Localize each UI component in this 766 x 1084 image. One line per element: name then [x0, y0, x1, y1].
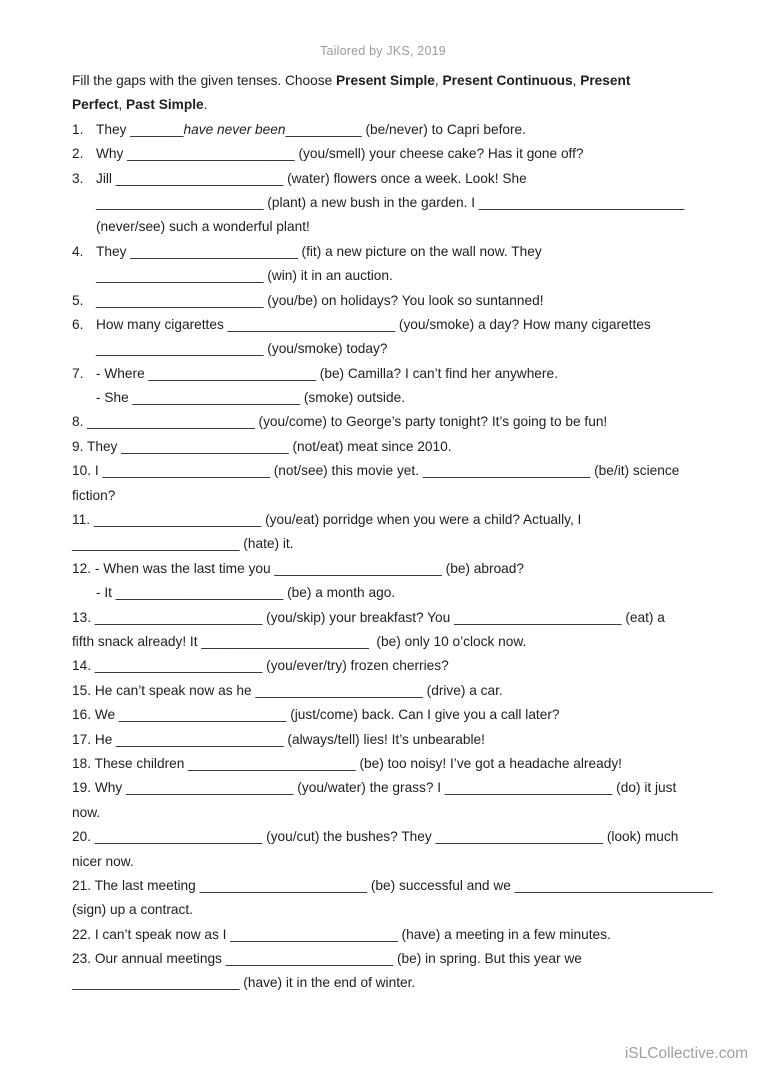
- instructions-paragraph: [72, 69, 732, 118]
- text-run: (look) much: [603, 829, 679, 845]
- worksheet-line: [72, 581, 732, 605]
- text-run: 10. I: [72, 463, 103, 479]
- worksheet-line: [72, 386, 732, 410]
- worksheet-line: [72, 313, 732, 337]
- answer-blank: ______________________: [126, 780, 294, 796]
- text-run: (not/see) this movie yet.: [269, 463, 423, 479]
- answer-blank: ______________________: [93, 512, 262, 528]
- worksheet-line: [72, 118, 732, 142]
- text-run: (you/cut) the bushes? They: [262, 829, 436, 845]
- answer-blank: ______________________: [454, 609, 622, 625]
- exercise-item-6: [72, 313, 732, 362]
- answer-blank: ______________________: [130, 243, 298, 259]
- answer-blank: ______________________: [435, 829, 604, 845]
- text-run: (you/come) to George’s party tonight? It’s going to be fun!: [254, 414, 608, 430]
- text-run: (sign) up a contract.: [72, 902, 193, 918]
- text-run: (never/see) such a wonderful plant!: [96, 219, 310, 235]
- exercise-item-9: [72, 435, 732, 459]
- worksheet-line: [72, 410, 732, 434]
- exercise-item-20: [72, 825, 732, 874]
- exercise-list: [72, 118, 732, 996]
- answer-blank: ______________________: [148, 365, 316, 381]
- text-run: They: [96, 243, 131, 259]
- exercise-item-2: [72, 142, 732, 166]
- worksheet-body: [72, 69, 732, 996]
- text-run: Jill: [96, 170, 116, 186]
- text-run: (be) a month ago.: [283, 585, 396, 601]
- text-run: (you/eat) porridge when you were a child? Actually, I: [261, 512, 582, 528]
- text-run: They: [96, 121, 131, 137]
- text-run: (have) it in the end of winter.: [239, 975, 416, 991]
- text-run: now.: [72, 804, 101, 820]
- exercise-item-12: [72, 557, 732, 606]
- text-run: - Where: [96, 365, 149, 381]
- text-run: 14.: [72, 658, 95, 674]
- worksheet-line: [72, 142, 732, 166]
- answer-blank: ______________________: [255, 682, 423, 698]
- text-run: (be) abroad?: [441, 560, 525, 576]
- filled-answer: have never been: [183, 121, 286, 137]
- exercise-item-11: [72, 508, 732, 557]
- answer-blank: ______________________: [118, 707, 287, 723]
- text-run: 20.: [72, 829, 95, 845]
- worksheet-line: [72, 801, 732, 825]
- exercise-item-23: [72, 947, 732, 996]
- text-run: (be) successful and we: [367, 877, 515, 893]
- text-run: 22. I can’t speak now as I: [72, 926, 231, 942]
- answer-blank: ______________________: [72, 975, 240, 991]
- text-run: (you/ever/try) frozen cherries?: [262, 658, 449, 674]
- worksheet-line: [72, 557, 732, 581]
- worksheet-line: [72, 923, 732, 947]
- text-run: 11.: [72, 512, 94, 528]
- bold-text: Present Simple: [336, 73, 435, 88]
- text-run: 15. He can’t speak now as he: [72, 682, 256, 698]
- bold-text: Perfect: [72, 97, 119, 113]
- text-run: Why: [96, 146, 128, 162]
- worksheet-line: [72, 69, 732, 93]
- answer-blank: ______________________: [94, 609, 263, 625]
- worksheet-line: [72, 679, 732, 703]
- item-number: 7.: [72, 365, 84, 381]
- worksheet-line: [72, 971, 732, 995]
- text-run: ,: [434, 73, 443, 88]
- text-run: (you/water) the grass? I: [293, 780, 445, 796]
- text-run: 17. He: [72, 731, 117, 747]
- text-run: .: [203, 97, 208, 113]
- worksheet-line: [72, 874, 732, 898]
- text-run: (be) only 10 o’clock now.: [368, 633, 527, 649]
- exercise-item-15: [72, 679, 732, 703]
- answer-blank: ______________________: [274, 560, 442, 576]
- text-run: (have) a meeting in a few minutes.: [397, 926, 611, 942]
- answer-blank: ___________________________: [478, 194, 685, 210]
- text-run: nicer now.: [72, 853, 134, 869]
- text-run: (win) it in an auction.: [263, 268, 393, 284]
- text-run: (water) flowers once a week. Look! She: [283, 170, 527, 186]
- exercise-item-21: [72, 874, 732, 923]
- text-run: 13.: [72, 609, 95, 625]
- worksheet-line: [72, 898, 732, 922]
- exercise-item-17: [72, 728, 732, 752]
- worksheet-line: [72, 435, 732, 459]
- worksheet-line: [72, 728, 732, 752]
- text-run: (be/never) to Capri before.: [361, 121, 526, 137]
- text-run: (you/smoke) today?: [263, 341, 388, 357]
- answer-blank: ______________________: [444, 780, 613, 796]
- text-run: (just/come) back. Can I give you a call later?: [286, 707, 560, 723]
- text-run: (be) in spring. But this year we: [393, 951, 582, 967]
- worksheet-line: [72, 947, 732, 971]
- worksheet-line: [72, 264, 732, 288]
- exercise-item-14: [72, 654, 732, 678]
- exercise-item-19: [72, 776, 732, 825]
- text-run: ,: [118, 97, 127, 113]
- bold-text: Past Simple: [126, 97, 204, 113]
- answer-blank: _______: [130, 121, 184, 137]
- worksheet-line: [72, 850, 732, 874]
- answer-blank: __________________________: [514, 877, 713, 893]
- worksheet-line: [72, 459, 732, 483]
- answer-blank: ______________________: [201, 633, 369, 649]
- text-run: (smoke) outside.: [300, 390, 405, 406]
- answer-blank: ______________________: [230, 926, 398, 942]
- answer-blank: ______________________: [96, 341, 264, 357]
- worksheet-line: [72, 606, 732, 630]
- text-run: (fit) a new picture on the wall now. They: [297, 243, 542, 259]
- text-run: ,: [572, 73, 581, 88]
- text-run: 19. Why: [72, 780, 127, 796]
- worksheet-credit: Tailored by JKS, 2019: [320, 44, 446, 58]
- worksheet-line: [72, 337, 732, 361]
- answer-blank: ______________________: [116, 731, 284, 747]
- exercise-item-18: [72, 752, 732, 776]
- text-run: (do) it just: [612, 780, 677, 796]
- text-run: (always/tell) lies! It’s unbearable!: [283, 731, 485, 747]
- exercise-item-4: [72, 240, 732, 289]
- exercise-item-5: [72, 289, 732, 313]
- text-run: (be/it) science: [590, 463, 680, 479]
- exercise-item-16: [72, 703, 732, 727]
- text-run: (be) Camilla? I can’t find her anywhere.: [315, 365, 558, 381]
- text-run: (drive) a car.: [422, 682, 503, 698]
- text-run: 16. We: [72, 707, 119, 723]
- item-number: 5.: [72, 292, 84, 308]
- answer-blank: ______________________: [96, 268, 264, 284]
- text-run: - She: [96, 390, 133, 406]
- text-run: - It: [96, 585, 116, 601]
- answer-blank: ______________________: [96, 292, 264, 308]
- text-run: (hate) it.: [239, 536, 294, 552]
- exercise-item-3: [72, 167, 732, 240]
- answer-blank: ______________________: [188, 755, 356, 771]
- worksheet-line: [72, 654, 732, 678]
- worksheet-line: [72, 240, 732, 264]
- worksheet-line: [72, 484, 732, 508]
- answer-blank: ______________________: [225, 951, 394, 967]
- text-run: (be) too noisy! I’ve got a headache already!: [355, 755, 622, 771]
- worksheet-line: [72, 776, 732, 800]
- text-run: (not/eat) meat since 2010.: [288, 438, 452, 454]
- answer-blank: ______________________: [227, 316, 396, 332]
- answer-blank: ______________________: [422, 463, 591, 479]
- worksheet-line: [72, 703, 732, 727]
- worksheet-line: [72, 752, 732, 776]
- answer-blank: ______________________: [121, 438, 289, 454]
- answer-blank: ______________________: [94, 829, 263, 845]
- answer-blank: ______________________: [127, 146, 295, 162]
- worksheet-line: [72, 532, 732, 556]
- worksheet-line: [72, 215, 732, 239]
- text-run: (eat) a: [621, 609, 665, 625]
- item-number: 6.: [72, 316, 84, 332]
- answer-blank: ______________________: [199, 877, 368, 893]
- bold-text: Present Continuous: [442, 73, 573, 88]
- text-run: (you/be) on holidays? You look so suntanned!: [263, 292, 544, 308]
- answer-blank: ______________________: [132, 390, 301, 406]
- item-number: 4.: [72, 243, 84, 259]
- worksheet-line: [72, 630, 732, 654]
- answer-blank: ______________________: [96, 194, 264, 210]
- text-run: 18. These children: [72, 755, 189, 771]
- exercise-item-22: [72, 923, 732, 947]
- exercise-item-8: [72, 410, 732, 434]
- text-run: 23. Our annual meetings: [72, 951, 226, 967]
- answer-blank: ______________________: [94, 658, 263, 674]
- text-run: 8.: [72, 414, 88, 430]
- text-run: 21. The last meeting: [72, 877, 200, 893]
- item-number: 2.: [72, 146, 84, 162]
- exercise-item-13: [72, 606, 732, 655]
- answer-blank: ______________________: [87, 414, 255, 430]
- text-run: How many cigarettes: [96, 316, 228, 332]
- answer-blank: ______________________: [115, 585, 284, 601]
- worksheet-line: [72, 362, 732, 386]
- answer-blank: ______________________: [72, 536, 240, 552]
- worksheet-line: [72, 191, 732, 215]
- text-run: (you/skip) your breakfast? You: [262, 609, 455, 625]
- text-run: (you/smell) your cheese cake? Has it gone off?: [294, 146, 584, 162]
- text-run: 12. - When was the last time you: [72, 560, 275, 576]
- worksheet-line: [72, 289, 732, 313]
- worksheet-line: [72, 825, 732, 849]
- exercise-item-7: [72, 362, 732, 411]
- answer-blank: ______________________: [115, 170, 284, 186]
- item-number: 3.: [72, 170, 84, 186]
- worksheet-line: [72, 93, 732, 117]
- text-run: fifth snack already! It: [72, 633, 202, 649]
- text-run: fiction?: [72, 487, 116, 503]
- islcollective-watermark: iSLCollective.com: [624, 1045, 748, 1062]
- text-run: Fill the gaps with the given tenses. Choose: [72, 73, 337, 88]
- text-run: 9. They: [72, 438, 122, 454]
- worksheet-line: [72, 508, 732, 532]
- answer-blank: __________: [285, 121, 362, 137]
- bold-text: Present: [580, 73, 631, 88]
- text-run: (you/smoke) a day? How many cigarettes: [395, 316, 651, 332]
- worksheet-line: [72, 167, 732, 191]
- exercise-item-10: [72, 459, 732, 508]
- item-number: 1.: [72, 121, 84, 137]
- answer-blank: ______________________: [102, 463, 270, 479]
- text-run: (plant) a new bush in the garden. I: [263, 194, 479, 210]
- exercise-item-1: [72, 118, 732, 142]
